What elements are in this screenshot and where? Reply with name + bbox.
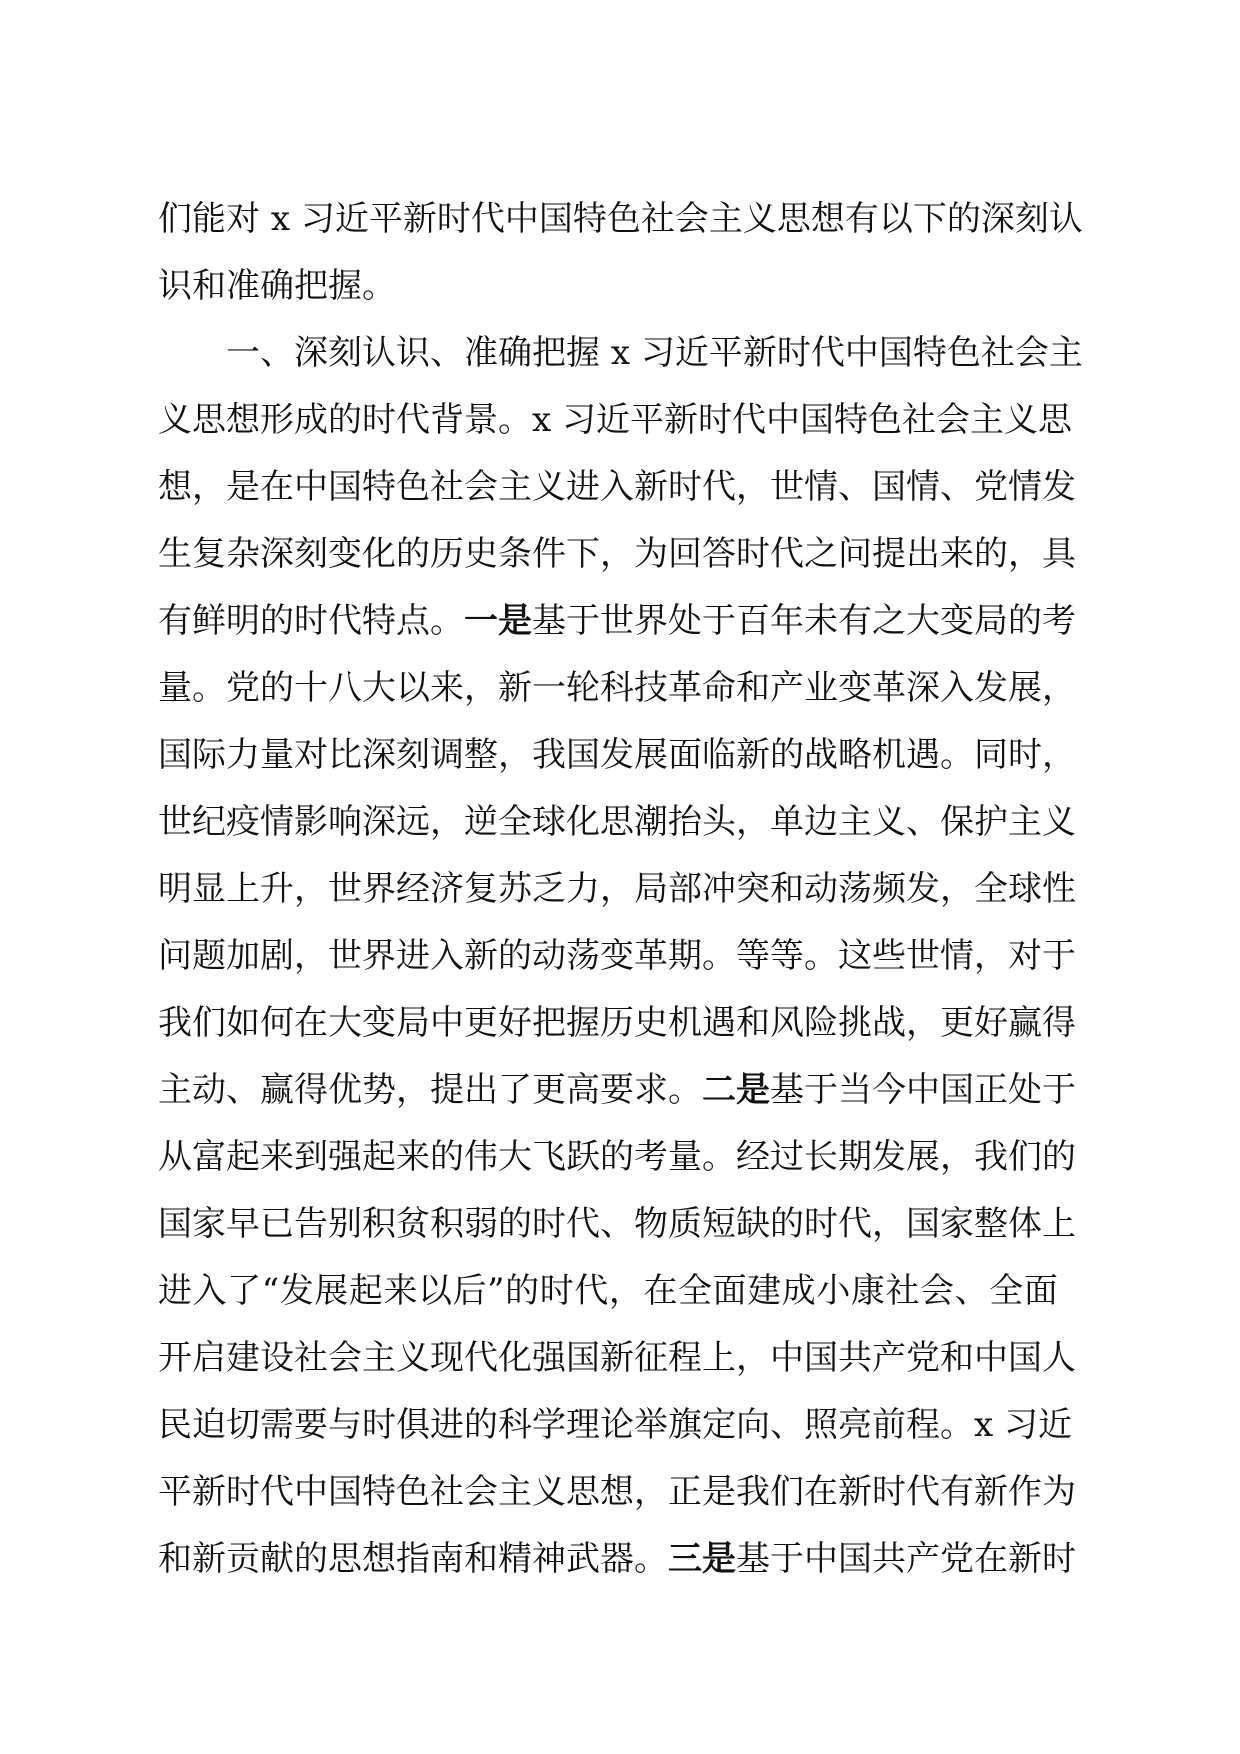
text-line: 问 题 加 剧 ， 世 界 进 入 新 的 动 荡 变 革 期 。 等 等 。 这 些 世 情 ， 对 于 xyxy=(158,936,1076,976)
text-line: 主 动 、 赢 得 优 势 ， 提 出 了 更 高 要 求 。 二 是 基 于 当 今 中 国 正 处 于 xyxy=(158,1070,1076,1110)
text-line: 和 新 贡 献 的 思 想 指 南 和 精 神 武 器 。 三 是 基 于 中 国 共 产 党 在 新 时 xyxy=(158,1539,1076,1579)
text-line: 我 们 如 何 在 大 变 局 中 更 好 把 握 历 史 机 遇 和 风 险 挑 战 ， 更 好 赢 得 xyxy=(158,1003,1076,1043)
text-line: 生 复 杂 深 刻 变 化 的 历 史 条 件 下 ， 为 回 答 时 代 之 问 提 出 来 的 ， 具 xyxy=(158,534,1076,574)
text-line: 有 鲜 明 的 时 代 特 点 。 一 是 基 于 世 界 处 于 百 年 未 有 之 大 变 局 的 考 xyxy=(158,601,1076,641)
body-text xyxy=(158,186,1083,1593)
text-line: 国 家 早 已 告 别 积 贫 积 弱 的 时 代 、 物 质 短 缺 的 时 代 ， 国 家 整 体 上 xyxy=(158,1204,1076,1244)
text-line: 一 、 深 刻 认 识 、 准 确 把 握 x 习 近 平 新 时 代 中 国 特 色 社 会 主 xyxy=(226,333,1083,373)
text-line: 义 思 想 形 成 的 时 代 背 景 。 x 习 近 平 新 时 代 中 国 特 色 社 会 主 义 思 xyxy=(158,400,1072,440)
text-line: 从 富 起 来 到 强 起 来 的 伟 大 飞 跃 的 考 量 。 经 过 长 期 发 展 ， 我 们 的 xyxy=(158,1137,1076,1177)
text-line: 进 入 了 “ 发 展 起 来 以 后 ” 的 时 代 ， 在 全 面 建 成 小 康 社 会 、 全 面 xyxy=(158,1271,1058,1311)
text-line: 量 。 党 的 十 八 大 以 来 ， 新 一 轮 科 技 革 命 和 产 业 变 革 深 入 发 展 ， xyxy=(158,668,1076,708)
text-line: 开 启 建 设 社 会 主 义 现 代 化 强 国 新 征 程 上 ， 中 国 共 产 党 和 中 国 人 xyxy=(158,1338,1076,1378)
text-line: 识 和 准 确 把 握 。 xyxy=(158,266,396,306)
text-line: 国 际 力 量 对 比 深 刻 调 整 ， 我 国 发 展 面 临 新 的 战 略 机 遇 。 同 时 ， xyxy=(158,735,1076,775)
text-line: 民 迫 切 需 要 与 时 俱 进 的 科 学 理 论 举 旗 定 向 、 照 亮 前 程 。 x 习 近 xyxy=(158,1405,1072,1445)
text-line: 明 显 上 升 ， 世 界 经 济 复 苏 乏 力 ， 局 部 冲 突 和 动 荡 频 发 ， 全 球 性 xyxy=(158,869,1076,909)
text-line: 想 ， 是 在 中 国 特 色 社 会 主 义 进 入 新 时 代 ， 世 情 、 国 情 、 党 情 发 xyxy=(158,467,1076,507)
text-line: 世 纪 疫 情 影 响 深 远 ， 逆 全 球 化 思 潮 抬 头 ， 单 边 主 义 、 保 护 主 义 xyxy=(158,802,1076,842)
text-line: 平 新 时 代 中 国 特 色 社 会 主 义 思 想 ， 正 是 我 们 在 新 时 代 有 新 作 为 xyxy=(158,1472,1076,1512)
text-line: 们 能 对 x 习 近 平 新 时 代 中 国 特 色 社 会 主 义 思 想 有 以 下 的 深 刻 认 xyxy=(158,199,1083,239)
